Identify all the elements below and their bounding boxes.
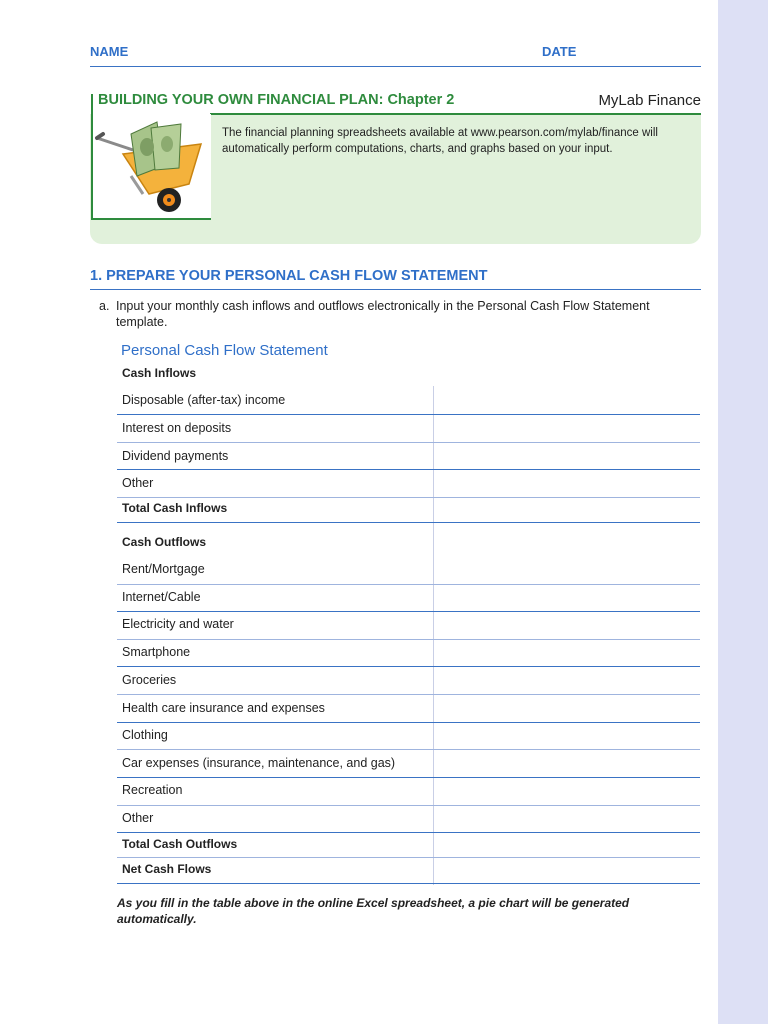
pie-chart-note: As you fill in the table above in the online Excel spreadsheet, a pie chart will be generated automatically. — [117, 896, 630, 926]
row-rule — [117, 777, 700, 778]
row-label: Other — [122, 811, 154, 825]
row-label: Health care insurance and expenses — [122, 701, 325, 715]
banner-title: BUILDING YOUR OWN FINANCIAL PLAN: Chapter 2 — [98, 92, 455, 108]
row-rule — [117, 442, 700, 443]
row-label: Interest on deposits — [122, 421, 232, 435]
row-label: Other — [122, 476, 154, 490]
row-label: Groceries — [122, 673, 177, 687]
row-rule — [117, 694, 700, 695]
row-label: Cash Inflows — [122, 366, 197, 380]
financial-plan-banner — [90, 90, 701, 244]
row-rule — [117, 522, 700, 523]
row-label: Total Cash Inflows — [122, 501, 228, 515]
banner-description: The financial planning spreadsheets available at www.pearson.com/mylab/finance will automatically perform computations, charts, and graphs based on your input. — [222, 127, 658, 155]
row-rule — [117, 611, 700, 612]
row-label: Rent/Mortgage — [122, 562, 205, 576]
table-column-divider — [433, 386, 434, 885]
mylab-finance-label: MyLab Finance — [598, 92, 701, 109]
row-rule — [117, 722, 700, 723]
row-label: Electricity and water — [122, 617, 234, 631]
banner-bottom-rule — [91, 218, 211, 220]
item-text: Input your monthly cash inflows and outflows electronically in the Personal Cash Flow Statement template. — [116, 299, 650, 329]
row-rule — [117, 832, 700, 833]
row-label: Clothing — [122, 728, 168, 742]
date-label: DATE — [542, 44, 577, 59]
row-label: Internet/Cable — [122, 590, 201, 604]
name-label: NAME — [90, 44, 129, 59]
row-rule — [117, 805, 700, 806]
row-rule — [117, 497, 700, 498]
row-rule — [117, 857, 700, 858]
row-rule — [117, 639, 700, 640]
row-rule — [117, 469, 700, 470]
cash-flow-table-title: Personal Cash Flow Statement — [121, 342, 328, 359]
row-rule — [117, 414, 700, 415]
item-marker: a. — [99, 299, 110, 313]
row-label: Total Cash Outflows — [122, 837, 238, 851]
row-label: Disposable (after-tax) income — [122, 393, 286, 407]
name-date-header — [90, 40, 701, 67]
banner-rule — [210, 113, 701, 115]
row-label: Recreation — [122, 783, 183, 797]
row-label: Dividend payments — [122, 449, 229, 463]
wheelbarrow-money-image — [93, 114, 211, 218]
row-label: Smartphone — [122, 645, 191, 659]
page-side-strip — [718, 0, 768, 1024]
row-label: Net Cash Flows — [122, 862, 212, 876]
row-rule — [117, 883, 700, 884]
row-rule — [117, 584, 700, 585]
row-rule — [117, 749, 700, 750]
row-rule — [117, 666, 700, 667]
section-title: 1. PREPARE YOUR PERSONAL CASH FLOW STATEMENT — [90, 268, 701, 290]
row-label: Car expenses (insurance, maintenance, and gas) — [122, 756, 396, 770]
row-label: Cash Outflows — [122, 535, 207, 549]
